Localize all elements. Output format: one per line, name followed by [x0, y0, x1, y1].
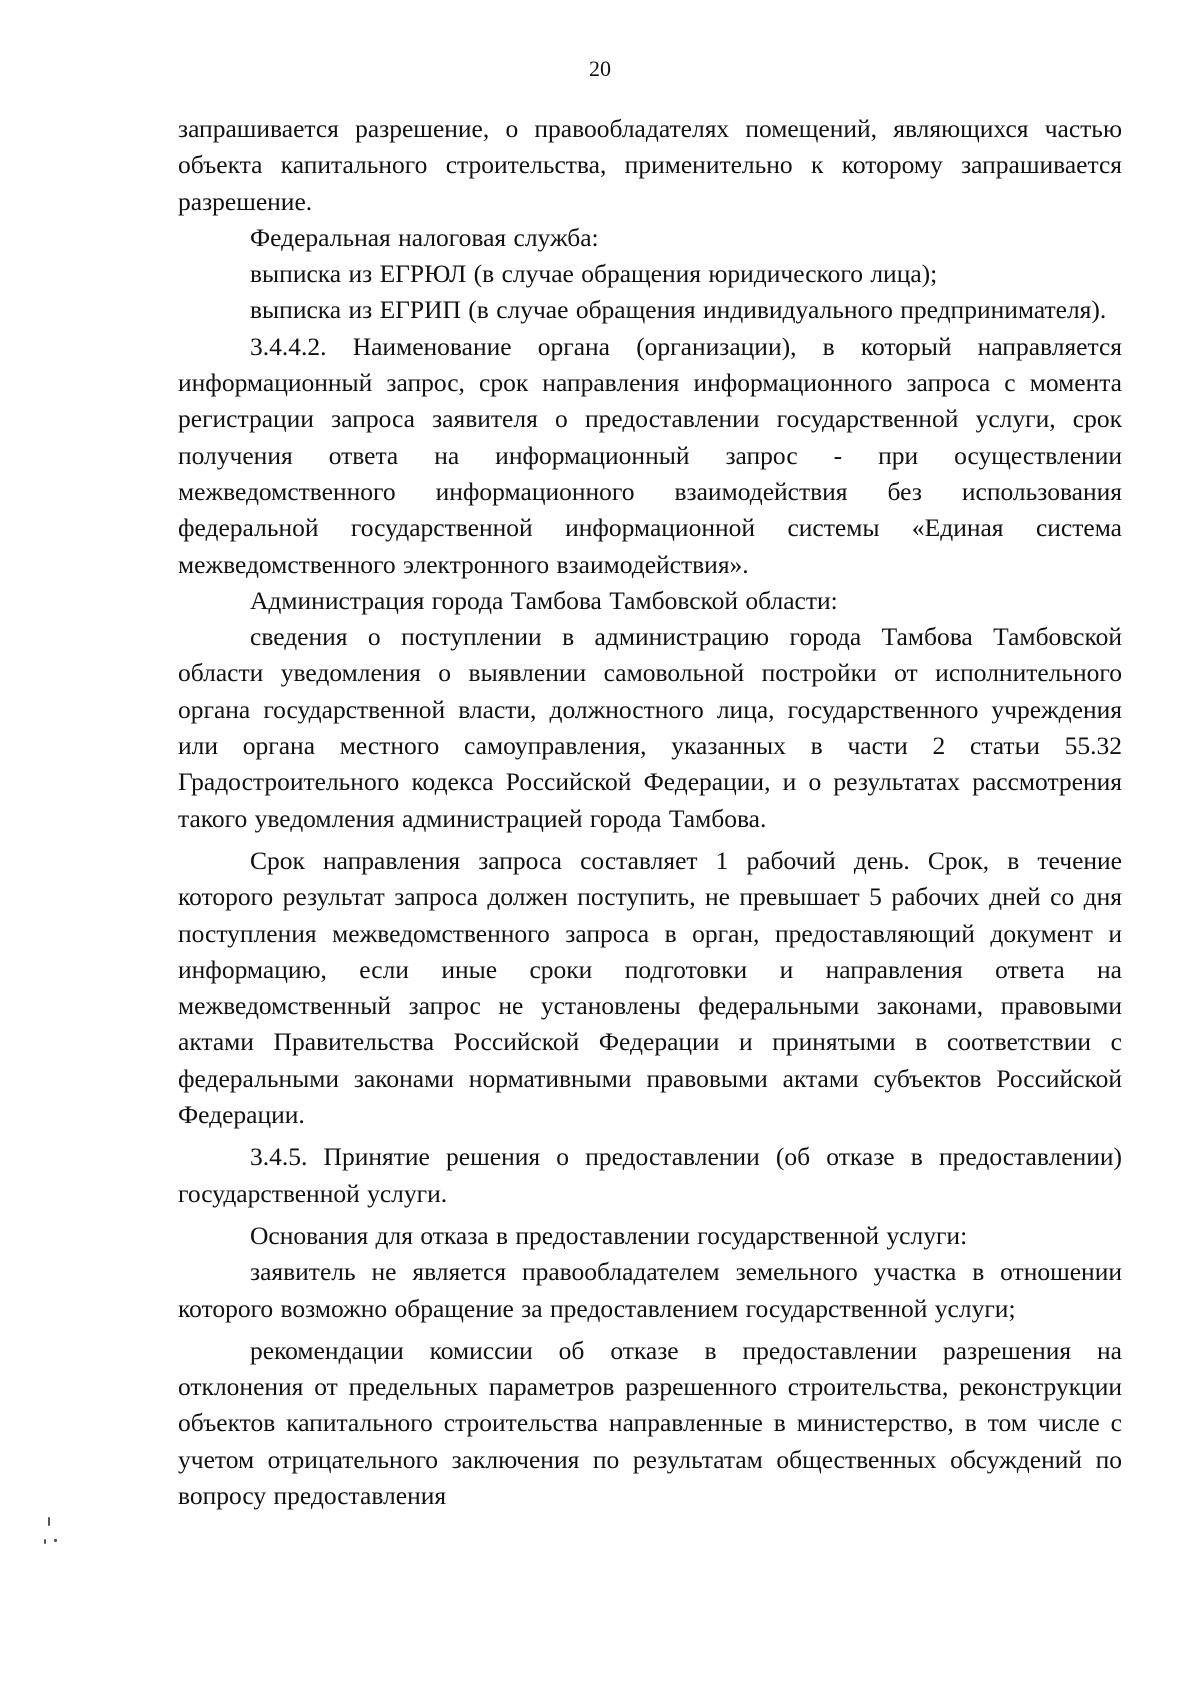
paragraph-egrip: выписка из ЕГРИП (в случае обращения индивидуального предпринимателя). [250, 295, 1107, 325]
paragraph-refusal-grounds-heading: Основания для отказа в предоставлении государственной услуги: [250, 1220, 968, 1250]
paragraph-tax-service-heading: Федеральная налоговая служба: [250, 222, 599, 252]
paragraph-continuation: запрашивается разрешение, о правообладателях помещений, являющихся частью объекта капитального строительства, применительно к которому запрашивается разрешение. [178, 114, 1122, 216]
paragraph-refusal-commission: рекомендации комиссии об отказе в предоставлении разрешения на отклонения от предельных параметров разрешенного строительства, реконструкции объектов капитального строительства направленные в министерство, в том числе с учетом отрицательного заключения по результатам общественных обсуждений по вопросу предоставления [178, 1335, 1122, 1510]
paragraph-3-4-5: 3.4.5. Принятие решения о предоставлении (об отказе в предоставлении) государственной услуги. [178, 1142, 1122, 1208]
paragraph-3-4-4-2: 3.4.4.2. Наименование органа (организации), в который направляется информационный запрос, срок направления информационного запроса с момента регистрации запроса заявителя о предоставлении государственной услуги, срок получения ответа на информационный запрос - при осуществлении межведомственного информационного взаимодействия без использования федеральной государственной информационной системы «Единая система межведомственного электронного взаимодействия». [178, 331, 1122, 579]
document-body [178, 111, 1122, 1514]
paragraph-refusal-applicant: заявитель не является правообладателем земельного участка в отношении которого возможно обращение за предоставлением государственной услуги; [178, 1257, 1122, 1323]
page-number: 20 [589, 56, 611, 81]
scan-artifact-marks [42, 1517, 66, 1557]
paragraph-request-terms: Срок направления запроса составляет 1 рабочий день. Срок, в течение которого результат запроса должен поступить, не превышает 5 рабочих дней со дня поступления межведомственного запроса в орган, предоставляющий документ и информацию, если иные сроки подготовки и направления ответа на межведомственный запрос не установлены федеральными законами, правовыми актами Правительства Российской Федерации и принятыми в соответствии с федеральными законами нормативными правовыми актами субъектов Российской Федерации. [178, 845, 1122, 1130]
paragraph-self-built-notice: сведения о поступлении в администрацию города Тамбова Тамбовской области уведомления о выявлении самовольной постройки от исполнительного органа государственной власти, должностного лица, государственного учреждения или органа местного самоуправления, указанных в части 2 статьи 55.32 Градостроительного кодекса Российской Федерации, и о результатах рассмотрения такого уведомления администрацией города Тамбова. [178, 622, 1122, 833]
paragraph-egrul: выписка из ЕГРЮЛ (в случае обращения юридического лица); [250, 259, 938, 289]
paragraph-administration-heading: Администрация города Тамбова Тамбовской области: [250, 585, 838, 615]
